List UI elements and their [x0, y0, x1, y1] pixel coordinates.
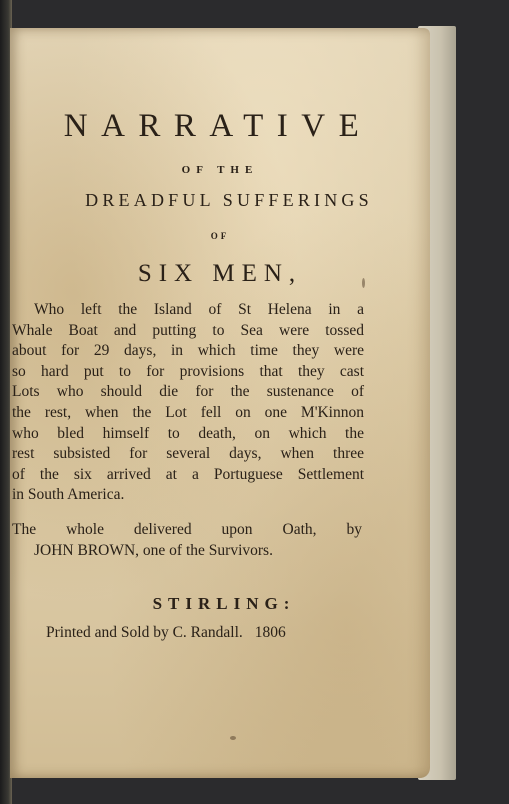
ink-spot	[230, 736, 236, 740]
attestation	[12, 520, 362, 561]
title-page	[10, 28, 430, 778]
imprint-year: 1806	[254, 624, 286, 641]
description-line: of the six arrived at a Portuguese Settlement	[12, 465, 364, 483]
description-line: in South America.	[12, 486, 125, 504]
description-line: so hard put to for provisions that they cast	[12, 362, 364, 380]
delivered-line: The whole delivered upon Oath, by	[12, 521, 362, 538]
description-line: about for 29 days, in which time they were	[12, 342, 364, 360]
description-line: Lots who should die for the sustenance of	[12, 383, 364, 401]
ink-spot	[362, 278, 365, 288]
title-six-men: SIX MEN,	[137, 260, 303, 287]
title-of-the: OF THE	[181, 164, 259, 176]
description-paragraph	[12, 300, 364, 506]
imprint-line	[46, 624, 286, 642]
description-line: Whale Boat and putting to Sea were tossed	[12, 321, 364, 339]
description-line: who bled himself to death, on which the	[12, 424, 364, 442]
book-title: NARRATIVE	[63, 108, 373, 144]
description-line: Who left the Island of St Helena in a	[34, 301, 364, 318]
title-subject: DREADFUL SUFFERINGS	[85, 190, 373, 210]
description-line: the rest, when the Lot fell on one M'Kinnon	[12, 403, 364, 421]
title-of: OF	[210, 231, 230, 241]
imprint-place: STIRLING:	[152, 594, 296, 613]
imprint-printer: Printed and Sold by C. Randall.	[46, 624, 243, 641]
description-line: rest subsisted for several days, when three	[12, 445, 364, 463]
author-line: JOHN BROWN, one of the Survivors.	[34, 541, 273, 559]
